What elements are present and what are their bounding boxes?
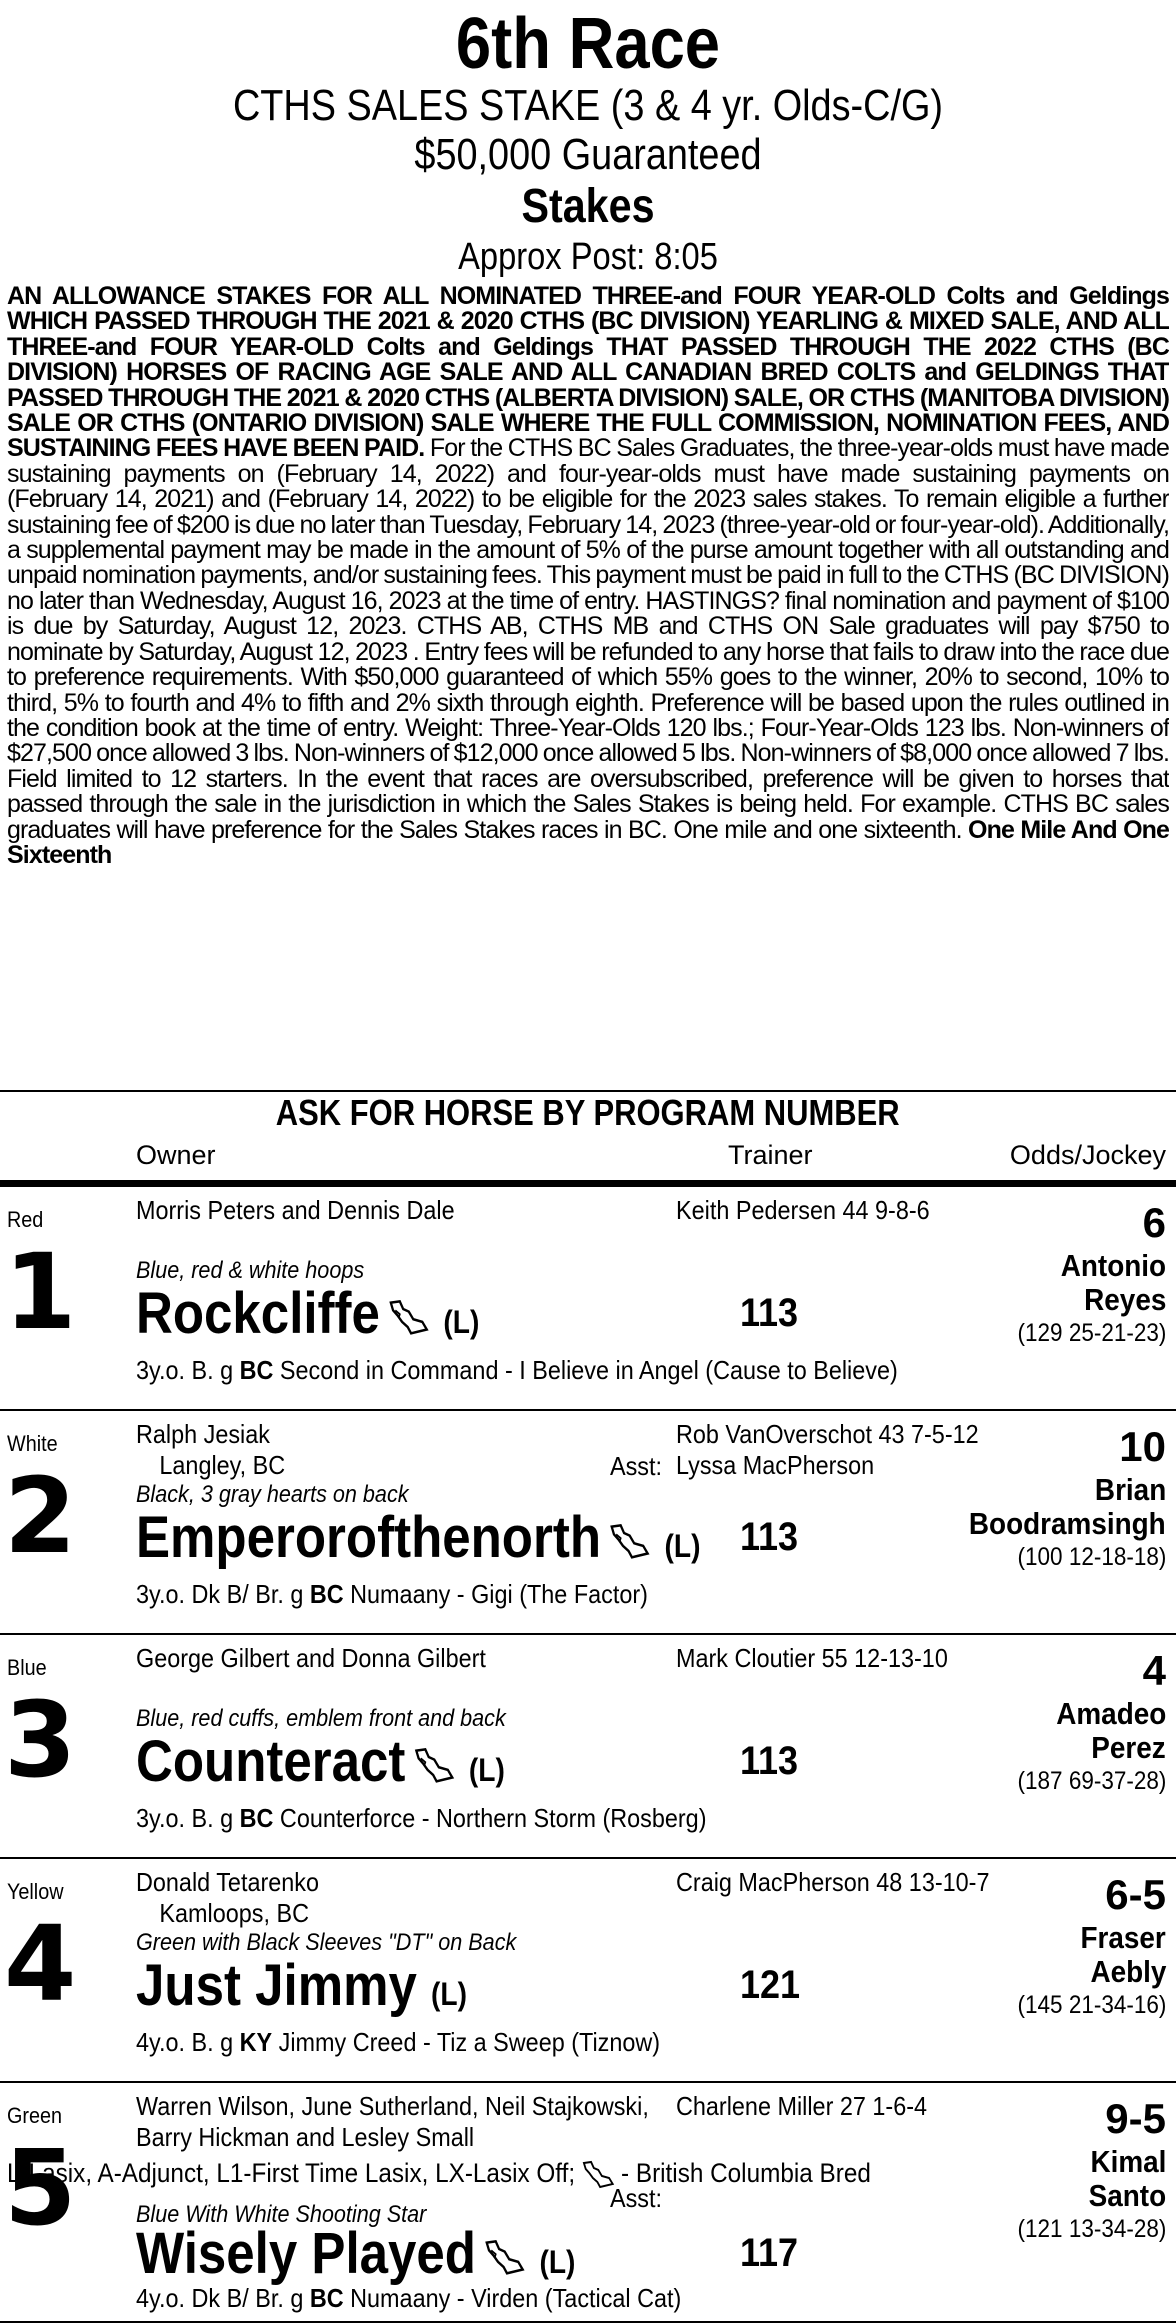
saddlecloth-color: Green [7,2103,63,2128]
owner-location: Kamloops, BC [159,1898,309,1928]
program-number: 2 [4,1455,77,1577]
saddlecloth-color: Red [7,1207,44,1232]
weight: 113 [740,1739,799,1783]
horse-name: Just Jimmy (L) [136,1953,468,2018]
race-name: CTHS SALES STAKE (3 & 4 yr. Olds-C/G) [232,81,944,130]
program-number: 4 [4,1903,77,2025]
british-columbia-map-icon [582,2158,614,2188]
owner-name: Morris Peters and Dennis Dale [136,1195,455,1225]
state-bred: BC [309,1579,344,1609]
owner [136,1419,285,1481]
race-number: 6th Race [455,4,721,84]
horse-name: Rockcliffe (L) [136,1281,480,1346]
owner-name-2: Barry Hickman and Lesley Small [136,2122,475,2152]
owner-location: Langley, BC [159,1450,286,1480]
breeding-info: 3y.o. B. g BC Second in Command - I Believe in Angel (Cause to Believe) [136,1355,898,1385]
jockey-last-name: Perez [1091,1730,1166,1765]
weight: 117 [740,2231,799,2275]
trainer-column-header: Trainer [728,1140,813,1170]
owner-name: Donald Tetarenko [136,1867,319,1897]
silks-description: Green with Black Sleeves "DT" on Back [136,1929,517,1956]
footer-legend: L-Lasix, A-Adjunct, L1-First Time Lasix, LX-Lasix Off; - British Columbia Bred [7,2158,871,2188]
column-header [0,1134,1176,1187]
owner [136,1867,319,1929]
morning-line-odds: 6 [1142,1199,1166,1246]
saddlecloth-color: Yellow [7,1879,64,1904]
jockey-first-name: Antonio [1060,1248,1166,1283]
morning-line-odds: 4 [1142,1647,1166,1694]
jockey-stats: (121 13-34-28) [1017,2215,1166,2243]
silks-description: Black, 3 gray hearts on back [136,1481,409,1508]
assistant-label: Asst: [610,2183,663,2213]
entries-list [0,1187,1176,2323]
entry-row [0,1859,1176,2083]
morning-line-odds: 10 [1119,1423,1166,1470]
program-number: 1 [4,1231,77,1353]
assistant-trainer: Lyssa MacPherson [676,1450,875,1480]
horse-name: Wisely Played (L) [136,2221,576,2286]
breeding-info: 3y.o. Dk B/ Br. g BC Numaany - Gigi (The Factor) [136,1579,648,1609]
jockey-last-name: Aebly [1090,1954,1166,1989]
weight: 121 [740,1963,801,2007]
horse-name: Counteract (L) [136,1729,505,1794]
state-bred: BC [239,1803,274,1833]
jockey-stats: (145 21-34-16) [1017,1991,1166,2019]
entry-row [0,1187,1176,1411]
trainer-name: Craig MacPherson 48 13-10-7 [676,1867,990,1897]
state-bred: BC [309,2283,344,2313]
medication: (L) [539,2244,576,2280]
assistant-label: Asst: [610,1451,663,1481]
owner-name: George Gilbert and Donna Gilbert [136,1643,486,1673]
owner-name: Warren Wilson, June Sutherland, Neil Stajkowski, [136,2091,649,2121]
conditions-bold: AN ALLOWANCE STAKES FOR ALL NOMINATED THREE-and FOUR YEAR-OLD Colts and Geldings WHICH PASSED THROUGH THE 2021 & 2020 CTHS (BC DIVISION) YEARLING & MIXED SALE, AND ALL THREE-and FOUR YEAR-OLD Colts and Geldings THAT PASSED THROUGH THE 2022 CTHS (BC DIVISION) HORSES OF RACING AGE SALE AND ALL CANADIAN BRED COLTS and GELDINGS THAT PASSED THROUGH THE 2021 & 2020 CTHS (ALBERTA DIVISION) SALE, OR CTHS (MANITOBA DIVISION) SALE OR CTHS (ONTARIO DIVISION) SALE WHERE THE FULL COMMISSION, NOMINATION FEES, AND SUSTAINING FEES HAVE BEEN PAID. [7,284,1169,463]
trainer [676,2091,927,2122]
race-header [0,6,1176,280]
british-columbia-map-icon [610,1522,650,1562]
morning-line-odds: 6-5 [1105,1871,1166,1918]
weight: 113 [740,1291,799,1335]
silks-description: Blue, red cuffs, emblem front and back [136,1705,506,1732]
saddlecloth-color: White [7,1431,58,1456]
trainer [676,1643,948,1674]
jockey-stats: (129 25-21-23) [1017,1319,1166,1347]
breeding-info: 4y.o. B. g KY Jimmy Creed - Tiz a Sweep (Tiznow) [136,2027,661,2057]
entry-row [0,1635,1176,1859]
owner [136,1643,486,1674]
horse-name: Emperorofthenorth (L) [136,1505,701,1570]
odds-jockey-column-header: Odds/Jockey [1009,1140,1166,1170]
medication: (L) [664,1528,701,1564]
post-time: Approx Post: 8:05 [458,236,718,278]
trainer [676,1867,989,1898]
jockey-last-name: Santo [1088,2178,1166,2213]
trainer [676,1419,979,1481]
owner [136,1195,455,1226]
conditions-distance: One Mile And One Sixteenth [7,815,1169,869]
race-conditions [7,284,1169,1084]
jockey-first-name: Fraser [1080,1920,1166,1955]
weight: 113 [740,1515,799,1559]
state-bred: KY [239,2027,273,2057]
trainer [676,1195,930,1226]
program-number: 5 [4,2127,77,2249]
british-columbia-map-icon [389,1298,429,1338]
jockey-first-name: Kimal [1090,2144,1166,2179]
morning-line-odds: 9-5 [1105,2095,1166,2142]
race-purse: $50,000 Guaranteed [414,130,762,179]
breeding-info: 3y.o. B. g BC Counterforce - Northern Storm (Rosberg) [136,1803,707,1833]
medication: (L) [443,1304,480,1340]
breeding-info: 4y.o. Dk B/ Br. g BC Numaany - Virden (Tactical Cat) [136,2283,682,2313]
jockey-stats: (187 69-37-28) [1017,1767,1166,1795]
state-bred: BC [239,1355,274,1385]
trainer-name: Mark Cloutier 55 12-13-10 [676,1643,948,1673]
jockey-first-name: Amadeo [1055,1696,1166,1731]
entry-row [0,2083,1176,2323]
jockey-first-name: Brian [1094,1472,1166,1507]
conditions-text: For the CTHS BC Sales Graduates, the three-year-olds must have made sustaining payments on (February 14, 2022) and four-year-olds must have made sustaining payments on (February 14, 2021) and (February 14, 2022) to be eligible for the 2023 sales stakes. To remain eligible a further sustaining fee of $200 is due no later than Tuesday, February 14, 2023 (three-year-old or four-year-old). Additionally, a supplemental payment may be made in the amount of 5% of the purse amount together with all outstanding and unpaid nomination payments, and/or sustaining fees. This payment must be paid in full to the CTHS (BC DIVISION) no later than Wednesday, August 16, 2023 at the time of entry. HASTINGS? final nomination and payment of $100 is due by Saturday, August 12, 2023. CTHS AB, CTHS MB and CTHS ON Sale graduates will pay $750 to nominate by Saturday, August 12, 2023 . Entry fees will be refunded to any horse that fails to draw into the race due to preference requirements. With $50,000 guaranteed of which 55% goes to the winner, 20% to second, 10% to third, 5% to fourth and 4% to fifth and 2% sixth through eighth. Preference will be based upon the rules outlined in the condition book at the time of entry. Weight: Three-Year-Olds 120 lbs.; Four-Year-Olds 123 lbs. Non-winners of $27,500 once allowed 3 lbs. Non-winners of $12,000 once allowed 5 lbs. Non-winners of $8,000 once allowed 7 lbs. Field limited to 12 starters. In the event that races are oversubscribed, preference will be given to horses that passed through the sale in the jurisdiction in which the Sales Stakes is being held. For example. CTHS BC sales graduates will have preference for the Sales Stakes races in BC. One mile and one sixteenth. [7,434,1169,844]
medication: (L) [431,1976,468,2012]
trainer-name: Keith Pedersen 44 9-8-6 [676,1195,930,1225]
british-columbia-map-icon [414,1746,454,1786]
program-number: 3 [4,1679,77,1801]
silks-description: Blue, red & white hoops [136,1257,365,1284]
jockey-last-name: Reyes [1083,1282,1166,1317]
trainer-name: Rob VanOverschot 43 7-5-12 [676,1419,979,1449]
owner-name: Ralph Jesiak [136,1419,270,1449]
british-columbia-map-icon [485,2238,525,2278]
owner [136,2091,649,2153]
jockey-last-name: Boodramsingh [969,1506,1166,1541]
ask-banner: ASK FOR HORSE BY PROGRAM NUMBER [0,1090,1176,1134]
race-type: Stakes [521,180,655,233]
silks-description: Blue With White Shooting Star [136,2201,427,2228]
trainer-name: Charlene Miller 27 1-6-4 [676,2091,928,2121]
entry-row [0,1411,1176,1635]
jockey-stats: (100 12-18-18) [1017,1543,1166,1571]
medication: (L) [468,1752,505,1788]
owner-column-header: Owner [136,1140,216,1170]
saddlecloth-color: Blue [7,1655,47,1680]
